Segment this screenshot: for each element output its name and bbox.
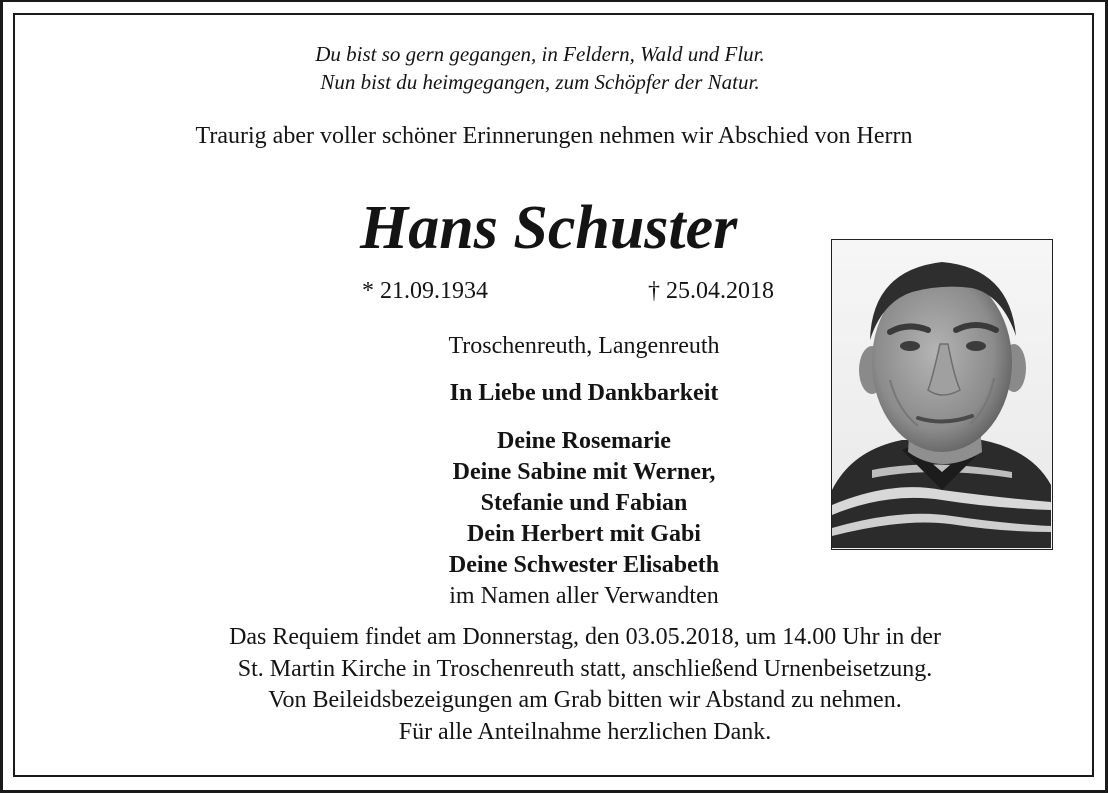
closing-line-2: St. Martin Kirche in Troschenreuth statt, anschließend Urnenbeisetzung. bbox=[237, 655, 933, 682]
family-member: Dein Herbert mit Gabi bbox=[467, 521, 701, 547]
family-member: Deine Rosemarie bbox=[497, 428, 671, 454]
family-note: im Namen aller Verwandten bbox=[449, 583, 719, 609]
closing-line-3: Von Beileidsbezeigungen am Grab bitten wir Abstand zu nehmen. bbox=[268, 687, 902, 713]
birth-date: * 21.09.1934 bbox=[362, 278, 488, 304]
closing-text bbox=[0, 622, 1108, 748]
poem-line-1: Du bist so gern gegangen, in Feldern, Wald und Flur. bbox=[315, 42, 765, 66]
family-member: Stefanie und Fabian bbox=[480, 490, 688, 516]
portrait-image bbox=[832, 240, 1051, 548]
closing-line-4: Für alle Anteilnahme herzlichen Dank. bbox=[398, 718, 772, 745]
places: Troschenreuth, Langenreuth bbox=[448, 333, 720, 359]
family-list bbox=[384, 426, 784, 612]
death-date: † 25.04.2018 bbox=[648, 278, 774, 304]
family-member: Deine Sabine mit Werner, bbox=[452, 459, 716, 485]
closing-line-1: Das Requiem findet am Donnerstag, den 03.05.2018, um 14.00 Uhr in der bbox=[229, 624, 941, 650]
portrait-photo bbox=[831, 239, 1053, 550]
poem-line-2: Nun bist du heimgegangen, zum Schöpfer der Natur. bbox=[320, 70, 760, 94]
family-member: Deine Schwester Elisabeth bbox=[448, 552, 720, 578]
intro-text: Traurig aber voller schöner Erinnerungen nehmen wir Abschied von Herrn bbox=[195, 123, 913, 149]
deceased-name: Hans Schuster bbox=[360, 194, 738, 262]
dedication: In Liebe und Dankbarkeit bbox=[449, 380, 719, 406]
poem bbox=[0, 40, 1080, 96]
